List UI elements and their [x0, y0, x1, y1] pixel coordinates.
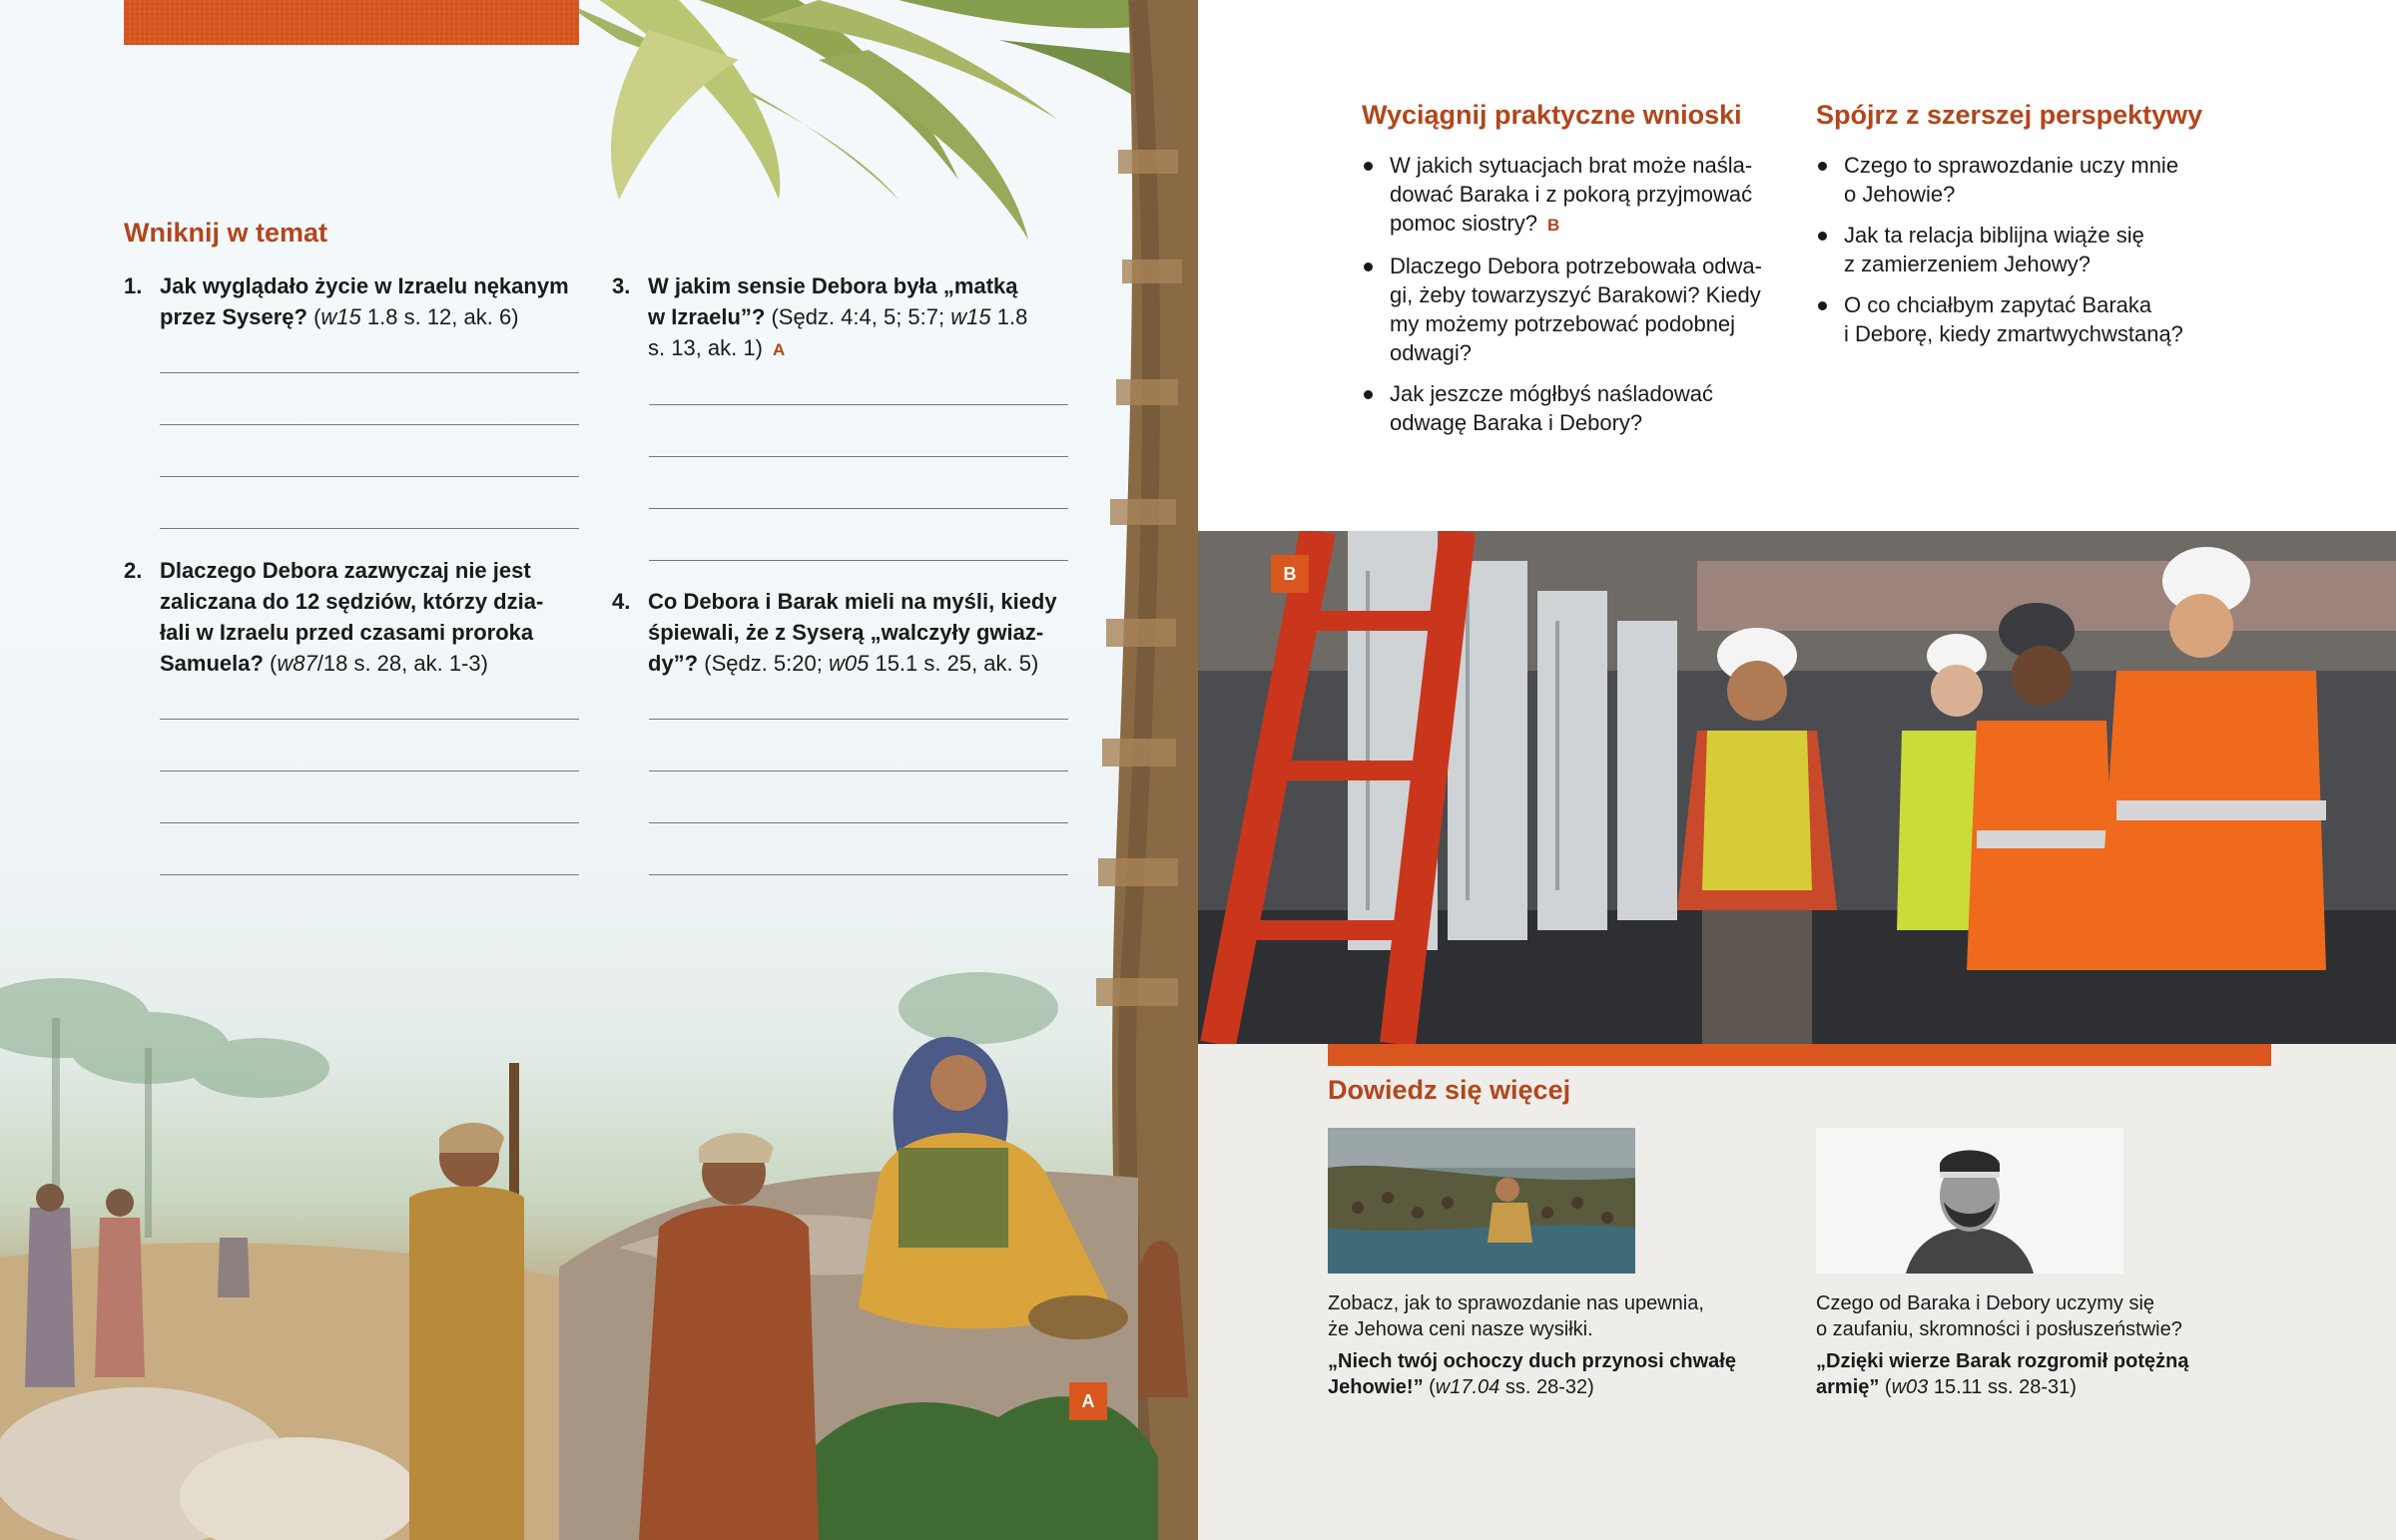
bullet-list-perspektywa [1816, 151, 2255, 360]
thumbnail-battle[interactable] [1328, 1128, 1635, 1274]
article-title[interactable]: „Dzięki wierze Barak rozgromił potężną [1816, 1350, 2189, 1372]
list-item [1362, 379, 1781, 437]
question-number: 4. [612, 589, 631, 614]
question-text: zaliczana do 12 sędziów, którzy dzia- [160, 589, 544, 614]
reference: (Sędz. 4:4, 5; 5:7; [765, 304, 951, 329]
question-number: 2. [124, 558, 143, 583]
publication-abbrev: w87 [277, 651, 317, 676]
reference: 1.8 s. 12, ak. 6) [360, 304, 519, 329]
answer-line[interactable] [649, 874, 1068, 875]
item-description: Czego od Baraka i Debory uczymy się [1816, 1292, 2155, 1314]
question-text: Jak wyglądało życie w Izraelu nękanym [160, 273, 569, 298]
image-ref-tag-a: A [772, 340, 786, 359]
answer-line[interactable] [649, 404, 1068, 405]
publication-abbrev: w03 [1891, 1376, 1929, 1398]
section-heading-wnioski: Wyciągnij praktyczne wnioski [1362, 100, 1742, 130]
image-badge-b: B [1271, 555, 1309, 593]
reference: s. 13, ak. 1) [648, 335, 763, 360]
item-text: Czego to sprawozdanie uczy mnie [1844, 153, 2179, 178]
item-text: W jakich sytuacjach brat może naśla- [1390, 153, 1753, 178]
item-text: dować Baraka i z pokorą przyjmować [1390, 182, 1753, 207]
list-item [1816, 151, 2255, 209]
item-text: O co chciałbym zapytać Baraka [1844, 292, 2152, 317]
list-item [1362, 252, 1781, 367]
question-1 [124, 270, 603, 332]
image-ref-tag-b: B [1546, 216, 1560, 235]
reference: ( [1423, 1376, 1436, 1398]
answer-line[interactable] [649, 719, 1068, 720]
answer-line[interactable] [160, 372, 579, 373]
item-text: odwagi? [1390, 340, 1472, 365]
publication-abbrev: w15 [320, 304, 361, 329]
question-number: 1. [124, 273, 143, 298]
answer-line[interactable] [160, 719, 579, 720]
reference: ss. 28-32) [1499, 1376, 1594, 1398]
item-text: pomoc siostry? [1390, 211, 1537, 236]
list-item [1362, 151, 1781, 240]
section-heading-wniknij: Wniknij w temat [124, 218, 328, 248]
reference: ( [306, 304, 321, 329]
item-text: odwagę Baraka i Debory? [1390, 410, 1643, 435]
thumbnail-barak-portrait[interactable] [1816, 1128, 2123, 1274]
answer-line[interactable] [649, 560, 1068, 561]
item-description: Zobacz, jak to sprawozdanie nas upewnia, [1328, 1292, 1704, 1314]
battle-scene-image [1328, 1128, 1635, 1274]
palm-fronds [559, 0, 1198, 240]
question-text: Samuela? [160, 651, 264, 676]
answer-line[interactable] [649, 822, 1068, 823]
item-text: z zamierzeniem Jehowy? [1844, 252, 2091, 276]
item-description: że Jehowa ceni nasze wysiłki. [1328, 1318, 1593, 1340]
question-text: Dlaczego Debora zazwyczaj nie jest [160, 558, 531, 583]
item-text: o Jehowie? [1844, 182, 1956, 207]
publication-abbrev: w17.04 [1435, 1376, 1500, 1398]
answer-line[interactable] [160, 476, 579, 477]
list-item [1816, 221, 2255, 278]
reference: 15.11 ss. 28-31) [1928, 1376, 2077, 1398]
learn-more-item-2 [1816, 1290, 2255, 1400]
question-text: Co Debora i Barak mieli na myśli, kiedy [648, 589, 1057, 614]
answer-line[interactable] [649, 456, 1068, 457]
reference: 1.8 [990, 304, 1028, 329]
question-text: łali w Izraelu przed czasami proroka [160, 620, 534, 645]
question-text: dy”? [648, 651, 699, 676]
article-title[interactable]: Jehowie!” [1328, 1376, 1424, 1398]
item-description: o zaufaniu, skromności i posłuszeństwie? [1816, 1318, 2182, 1340]
publication-abbrev: w05 [828, 651, 870, 676]
question-text: w Izraelu”? [648, 304, 766, 329]
list-item [1816, 290, 2255, 348]
image-badge-a: A [1069, 1382, 1107, 1420]
reference: ( [1879, 1376, 1892, 1398]
question-text: przez Syserę? [160, 304, 307, 329]
question-3 [612, 270, 1081, 365]
question-number: 3. [612, 273, 631, 298]
section-heading-dowiedz: Dowiedz się więcej [1328, 1075, 1571, 1105]
answer-line[interactable] [649, 770, 1068, 771]
answer-line[interactable] [160, 528, 579, 529]
item-text: i Deborę, kiedy zmartwychwstaną? [1844, 321, 2183, 346]
answer-line[interactable] [649, 508, 1068, 509]
workers-illustration [1198, 531, 2396, 1044]
question-text: W jakim sensie Debora była „matką [648, 273, 1018, 298]
answer-line[interactable] [160, 770, 579, 771]
bullet-list-wnioski [1362, 151, 1781, 449]
item-text: my możemy potrzebować podobnej [1390, 311, 1736, 336]
question-text: śpiewali, że z Syserą „walczyły gwiaz- [648, 620, 1044, 645]
learn-more-item-1 [1328, 1290, 1767, 1400]
orange-bar [1328, 1044, 2271, 1066]
item-text: Jak ta relacja biblijna wiąże się [1844, 223, 2144, 248]
publication-abbrev: w15 [950, 304, 991, 329]
answer-line[interactable] [160, 424, 579, 425]
orange-texture-strip [124, 0, 579, 45]
answer-line[interactable] [160, 822, 579, 823]
answer-line[interactable] [160, 874, 579, 875]
article-title[interactable]: „Niech twój ochoczy duch przynosi chwałę [1328, 1350, 1736, 1372]
question-2 [124, 555, 603, 679]
item-text: Jak jeszcze mógłbyś naśladować [1390, 381, 1714, 406]
section-heading-perspektywa: Spójrz z szerszej perspektywy [1816, 100, 2203, 130]
reference: 15.1 s. 25, ak. 5) [869, 651, 1039, 676]
photo-construction-workers [1198, 531, 2396, 1044]
item-text: gi, żeby towarzyszyć Barakowi? Kiedy [1390, 282, 1761, 307]
reference: /18 s. 28, ak. 1-3) [316, 651, 488, 676]
question-4 [612, 586, 1081, 679]
reference: (Sędz. 5:20; [698, 651, 829, 676]
barak-portrait-image [1816, 1128, 2123, 1274]
reference: ( [263, 651, 278, 676]
article-title[interactable]: armię” [1816, 1376, 1880, 1398]
item-text: Dlaczego Debora potrzebowała odwa- [1390, 254, 1762, 278]
